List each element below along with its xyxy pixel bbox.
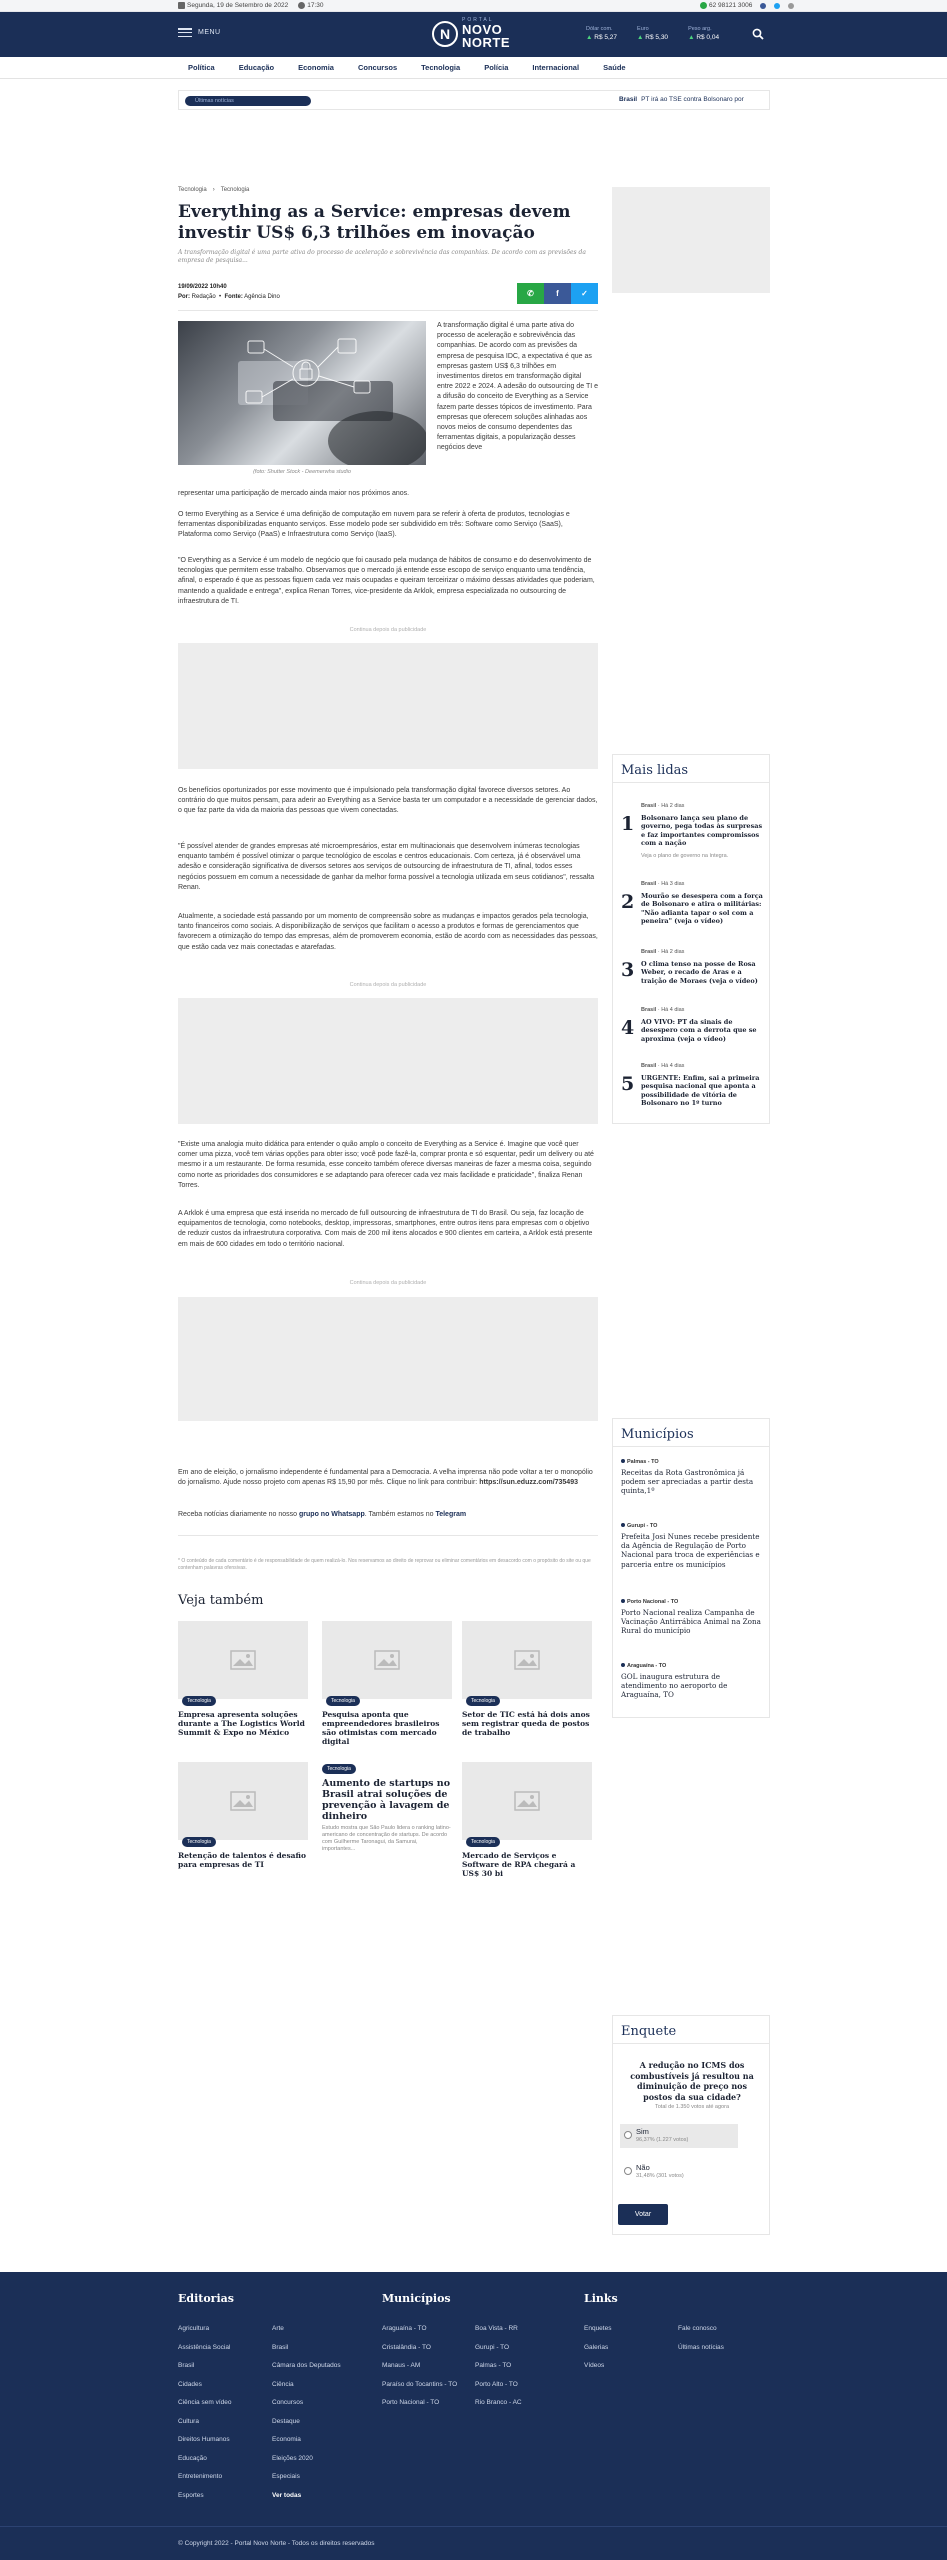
article-paragraph: representar uma participação de mercado ainda maior nos próximos anos. [178,490,410,497]
panel-title: Mais lidas [613,755,769,783]
location-pin-icon [621,1523,625,1527]
footer-link[interactable]: Fale conosco [678,2325,717,2332]
whatsapp-group-link[interactable]: grupo no Whatsapp [299,1511,365,1518]
share-twitter-button[interactable] [571,283,598,304]
hamburger-icon [178,28,192,37]
footer-link[interactable]: Ver todas [272,2491,302,2499]
article-paragraph: A Arklok é uma empresa que está inserida no mercado de full outsourcing de infraestrutura de TI do Brasil. Ou seja, faz locação de equipamentos de tecnologia, como notebooks, desktop, impressoras, smartphones, entre outros itens para empresas com o objetivo de reduzir custos da infraestrutura corporativa. Com mais de 200 mil itens alocados e 900 clientes em carteira, a Arklok está presente em mais de 600 cidades em todo o território nacional. [178,1210,593,1248]
footer-link[interactable]: Cristalândia - TO [382,2343,431,2351]
poll-question: A redução no ICMS dos combustíveis já resultou na diminuição de preço nos postos da sua cidade? [630,2060,754,2102]
category-badge: Tecnologia [182,1696,216,1706]
footer-link-list [475,2320,522,2413]
footer-link[interactable]: Especiais [272,2473,300,2480]
poll-total: Total de 1.350 votos até agora [655,2104,729,2110]
facebook-icon: f [556,289,559,298]
footer-link[interactable]: Galerias [584,2343,609,2351]
footer-link-list [382,2320,457,2413]
footer-link[interactable]: Destaque [272,2417,300,2425]
article-image [178,321,426,465]
category-badge: Tecnologia [326,1696,360,1706]
breadcrumb [178,187,249,193]
news-ticker [178,90,770,110]
footer-link[interactable]: Porto Alto - TO [475,2380,518,2388]
most-read-item[interactable]: 4 Brasil · Há 4 dias AO VIVO: PT da sinais de desespero com a derrota que se aproxima (veja o vídeo) [621,1007,757,1043]
article-meta: 19/09/2022 10h40 Por: Redação • Fonte: Agência Dino [178,284,280,300]
divider [0,2526,947,2527]
support-paragraph: Em ano de eleição, o jornalismo independente é fundamental para a Democracia. A velha imprensa não pode voltar a ter o monopólio do jornalismo. Ajude nosso projeto com apenas R$ 15,90 por mês. Clique no link para contribuir: https://sun.eduzz.com/735493 [178,1469,593,1487]
main-nav [0,57,947,79]
footer-link[interactable]: Ciência [272,2380,294,2388]
footer-link[interactable]: Concursos [272,2399,304,2406]
related-card-title: Pesquisa aponta que empreendedores brasileiros são otimistas com mercado digital [322,1710,440,1746]
article-paragraph: "Existe uma analogia muito didática para entender o quão amplo o conceito de Everything as a Service é. Imagine que você quer comer uma pizza, você tem várias opções para obter isso; você pode fazê-la, comprar pronta e só esquentar, pedir um delivery ou até mesmo ir a um restaurante. De forma resumida, esse conceito também oferece diversas maneiras de fazer a mesma coisa, seguindo como norte as prioridades dos consumidores e se adaptando para oferecer cada vez mais facilidade e praticidade", finaliza Renan Torres. [178,1141,594,1189]
related-card-title: Mercado de Serviços e Software de RPA chegará a US$ 30 bi [462,1851,576,1878]
footer-link-list [678,2320,724,2357]
ad-slot[interactable] [178,998,598,1124]
municipio-news-item[interactable]: Gurupi - TO Prefeita Josi Nunes recebe presidente da Agência de Regulação de Porto Nacional para troca de experiências e parceria entre os municípios [621,1523,760,1569]
search-icon[interactable] [752,28,764,40]
footer-link-list [272,2320,341,2505]
image-caption: (foto: Shutter Stock - Deemerwha studio [253,469,351,475]
related-card[interactable] [178,1762,308,1869]
footer-link[interactable]: Últimas notícias [678,2343,724,2351]
location-pin-icon [621,1599,625,1603]
ad-label: Continua depois da publicidade [349,982,427,988]
footer-link[interactable]: Direitos Humanos [178,2436,230,2443]
footer-link[interactable]: Agricultura [178,2325,210,2332]
whatsapp-icon [700,2,707,9]
copyright: © Copyright 2022 - Portal Novo Norte - Todos os direitos reservados [178,2540,375,2547]
municipios-panel [612,1418,770,1718]
share-buttons [517,283,598,304]
poll-option-nao[interactable]: Não 31,48% (301 votos) [620,2160,738,2184]
footer-link[interactable]: Manaus - AM [382,2362,421,2369]
panel-title: Enquete [613,2016,769,2044]
panel-title: Municípios [613,1419,769,1447]
comment-disclaimer: * O conteúdo de cada comentário é de responsabilidade de quem realizá-lo. Nos reservamos ao direito de reprovar ou eliminar comentários em desacordo com o propósito do site ou que contenham palavras ofensivas. [178,1558,591,1571]
article-paragraph: "É possível atender de grandes empresas até microempresários, estar em multinacionais que desenvolvem inúmeras tecnologias enquanto também é possível otimizar o parque tecnológico de escolas e centros educacionais. Com certeza, já é observável uma adesão e consideração significativa de diversos setores aos serviços de outsourcing de infraestrutura de TI, afinal, todos esses negócios possuem em comum a necessidade de ganhar da melhor forma possível a tecnologia utilizada em seus cotidianos", ressalta Renan. [178,843,595,891]
related-card-title: Retenção de talentos é desafio para empresas de TI [178,1851,306,1869]
article-paragraph: O termo Everything as a Service é uma definição de computação em nuvem para se referir à oferta de produtos, tecnologias e ferramentas disponibilizadas enquanto serviços. Esse modelo pode ser subdividido em três: Software como Serviço (SaaS), Plataforma como Serviço (PaaS) e Infraestrutura como Serviço (IaaS). [178,511,570,539]
related-card-title: Empresa apresenta soluções durante a The Logistics World Summit & Expo no México [178,1710,305,1737]
article-author: Redação [191,294,216,300]
footer-link[interactable]: Gurupi - TO [475,2343,510,2351]
municipio-news-item[interactable]: Porto Nacional - TO Porto Nacional realiza Campanha de Vacinação Antirrábica Animal na Zona Rural do município [621,1599,761,1636]
breadcrumb-separator: › [212,187,215,193]
footer-link[interactable]: Brasil [178,2362,195,2369]
category-badge: Tecnologia [322,1764,356,1774]
related-card-description: Estudo mostra que São Paulo lidera o ranking latino-americano de concentração de startups. De acordo com Guilherme Taronagui, da Samurai, importantes... [322,1825,451,1852]
footer-heading: Links [584,2292,618,2305]
footer-link[interactable]: Paraíso do Tocantins - TO [382,2380,458,2388]
category-badge: Tecnologia [466,1696,500,1706]
footer-link[interactable]: Rio Branco - AC [475,2399,522,2406]
most-read-panel [612,754,770,1124]
footer-link[interactable]: Enquetes [584,2325,612,2332]
footer-link[interactable]: Boa Vista - RR [475,2325,518,2332]
related-card[interactable] [462,1621,592,1737]
municipio-news-item[interactable]: Araguaína - TO GOL inaugura estrutura de atendimento no aeroporto de Araguaína, TO [621,1663,728,1700]
image-placeholder-icon [462,1621,592,1699]
social-paragraph: Receba notícias diariamente no nosso grupo no Whatsapp. Também estamos no Telegram [178,1511,467,1518]
municipio-news-item[interactable]: Palmas - TO Receitas da Rota Gastronômica já podem ser apreciadas a partir desta quinta,1º [621,1459,754,1496]
related-section-title: Veja também [178,1593,264,1608]
image-placeholder-icon [462,1762,592,1840]
footer-link[interactable]: Câmara dos Deputados [272,2362,341,2369]
quote-dolar: Dólar com. ▲ R$ 5,27 [586,26,618,42]
clock-icon [298,2,305,9]
article-paragraph: "O Everything as a Service é um modelo de negócio que foi causado pela mudança de hábitos de consumo e do desenvolvimento de tecnologias que permitem esse trabalho. Observamos que o mercado já entende esse escopo de serviço enquanto uma tendência, afinal, o esperado é que as pessoas fiquem cada vez mais ocupadas e queiram terceirizar o máximo dessas atividades que poderiam, mantendo a qualidade e entrega", explica Renan Torres, vice-presidente da Arklok, empresa especializada no outsourcing de infraestrutura de TI. [178,557,595,605]
divider [178,1535,598,1536]
related-card-title: Setor de TIC está há dois anos sem registrar queda de postos de trabalho [462,1710,590,1737]
footer-heading: Municípios [382,2292,451,2305]
share-whatsapp-button[interactable] [517,283,544,304]
article-paragraph: A transformação digital é uma parte ativa do processo de aceleração e sobrevivência das companhias. De acordo com as previsões da empresa de pesquisa IDC, a expectativa é que as empresas gastem US$ 6,3 trilhões em investimentos diretos em transformação digital entre 2022 e 2024. A adesão do outsourcing de TI e a difusão do conceito de Everything as a Service fazem parte desses tópicos de investimento. Para empresas que oferecem soluções alinhadas aos novos meios de consumo dependentes das ferramentas digitais, a popularização desses negócios deve [437,322,598,452]
related-card-title: Aumento de startups no Brasil atrai soluções de prevenção à lavagem de dinheiro [322,1778,451,1822]
most-read-item[interactable]: 3 Brasil · Há 2 dias O clima tenso na posse de Rosa Weber, o recado de Aras e a traição de Moraes (veja o vídeo) [621,949,758,985]
nav-item-internacional[interactable]: Internacional [532,63,580,72]
footer-link[interactable]: Arte [272,2325,284,2332]
nav-item-tecnologia[interactable]: Tecnologia [421,63,461,72]
vote-button[interactable]: Votar [618,2204,668,2225]
location-pin-icon [621,1663,625,1667]
category-badge: Tecnologia [182,1837,216,1847]
twitter-icon[interactable] [774,3,780,9]
footer-link-list [584,2320,611,2376]
location-pin-icon [621,1459,625,1463]
phone-link[interactable]: 62 98121 3006 [700,2,752,9]
facebook-icon[interactable] [760,3,766,9]
top-bar [0,0,947,12]
sidebar-ad-slot[interactable] [612,187,770,293]
ad-label: Continua depois da publicidade [349,627,427,633]
article-title: Everything as a Service: empresas devem investir US$ 6,3 trilhões em inovação [178,202,571,243]
radio-button[interactable] [624,2167,632,2175]
nav-item-economia[interactable]: Economia [298,63,334,72]
instagram-icon[interactable] [788,3,794,9]
footer-link[interactable]: Araguaína - TO [382,2325,427,2332]
footer-link[interactable]: Entretenimento [178,2473,223,2480]
footer-link[interactable]: Vídeos [584,2362,605,2369]
quote-peso: Peso arg. ▲ R$ 0,04 [688,26,720,42]
radio-button[interactable] [624,2131,632,2139]
related-card[interactable] [322,1762,452,1853]
nav-item-policia[interactable]: Polícia [484,63,509,72]
twitter-icon: ✓ [581,289,588,298]
footer-link[interactable]: Economia [272,2436,301,2443]
image-placeholder-icon [178,1621,308,1699]
nav-item-educacao[interactable]: Educação [238,63,275,72]
site-logo[interactable]: N PORTAL NOVO NORTE [432,18,510,49]
logo-mark: N [432,21,458,47]
support-link[interactable]: https://sun.eduzz.com/735493 [479,1479,578,1487]
nav-item-concursos[interactable]: Concursos [357,63,398,72]
footer-link[interactable]: Porto Nacional - TO [382,2399,440,2406]
share-facebook-button[interactable] [544,283,571,304]
menu-button[interactable]: MENU [178,28,221,37]
footer-link[interactable]: Ciência sem vídeo [178,2399,232,2406]
ad-label: Continua depois da publicidade [349,1280,427,1286]
article-subtitle: A transformação digital é uma parte ativa do processo de aceleração e sobrevivência das companhias. De acordo com as previsões da empresa de pesquisa... [178,249,586,264]
telegram-link[interactable]: Telegram [435,1511,467,1518]
calendar-icon [178,2,185,9]
cloud-security-illustration [178,321,426,465]
category-badge: Tecnologia [466,1837,500,1847]
image-placeholder-icon [178,1762,308,1840]
footer-link[interactable]: Eleições 2020 [272,2454,313,2462]
footer-link-list [178,2320,231,2505]
footer-link[interactable]: Esportes [178,2491,204,2499]
most-read-item[interactable]: 1 Brasil · Há 2 dias Bolsonaro lança seu plano de governo, pega todas às surpresas e faz importantes compromissos com a nação Veja o plano de governo na íntegra. [621,803,763,859]
whatsapp-icon: ✆ [527,289,534,298]
footer-link[interactable]: Educação [178,2454,207,2462]
divider [178,310,598,311]
breadcrumb-item[interactable]: Tecnologia [220,187,250,193]
article-source: Agência Dino [244,294,280,300]
ticker-label: Últimas notícias [185,96,311,106]
breadcrumb-item[interactable]: Tecnologia [178,187,207,193]
footer-link[interactable]: Brasil [272,2343,289,2351]
article-paragraph: Os benefícios oportunizados por esse movimento que é impulsionado pela transformação digital favorece diversos setores. Ao contrário do que muitos pensam, para aderir ao Everything as a Service basta ter um computador e a necessidade de gerenciar dados, o que faz parte da vida da maioria das pessoas que vivem conectadas. [178,787,598,815]
currency-quotes [586,25,719,43]
footer-link[interactable]: Cultura [178,2417,199,2425]
footer-link[interactable]: Assistência Social [178,2343,231,2351]
site-footer [0,2272,947,2560]
related-card[interactable] [462,1762,592,1878]
poll-option-sim[interactable]: Sim 96,37% (1.227 votos) [620,2124,738,2148]
footer-link[interactable]: Cidades [178,2380,202,2388]
footer-link[interactable]: Palmas - TO [475,2362,512,2369]
date-display: Segunda, 19 de Setembro de 2022 [178,2,288,9]
image-placeholder-icon [322,1621,452,1699]
ad-slot[interactable] [178,643,598,769]
quote-euro: Euro ▲ R$ 5,30 [637,26,669,42]
ad-slot[interactable] [178,1297,598,1421]
related-card[interactable] [178,1621,308,1737]
nav-item-politica[interactable]: Política [188,63,215,72]
most-read-item[interactable]: 5 Brasil · Há 4 dias URGENTE: Enfim, sai a primeira pesquisa nacional que aponta a possibilidade de vitória de Bolsonaro no 1º turno [621,1063,760,1107]
time-display: 17:30 [298,2,323,9]
most-read-item[interactable]: 2 Brasil · Há 3 dias Mourão se desespera com a força de Bolsonaro e atira o militárias: "Não adianta tapar o sol com a peneira" (veja o vídeo) [621,881,763,925]
article-date: 19/09/2022 10h40 [178,284,227,290]
article-paragraph: Atualmente, a sociedade está passando por um momento de compreensão sobre as mudanças e impactos gerados pela tecnologia, tanto financeiros como sociais. A disponibilização de serviços que facilitam o acesso a produtos e formas de gerenciamentos que favorecem a otimização do tempo das empresas, além de promoverem economia, estão de acordo com as necessidades das pessoas, que estão cada vez mais conectadas e atarefadas. [178,913,598,951]
related-card[interactable] [322,1621,452,1746]
ticker-headline[interactable]: Brasil PT irá ao TSE contra Bolsonaro por [619,96,744,103]
footer-heading: Editorias [178,2292,234,2305]
nav-item-saude[interactable]: Saúde [603,63,626,72]
site-header [0,12,947,57]
